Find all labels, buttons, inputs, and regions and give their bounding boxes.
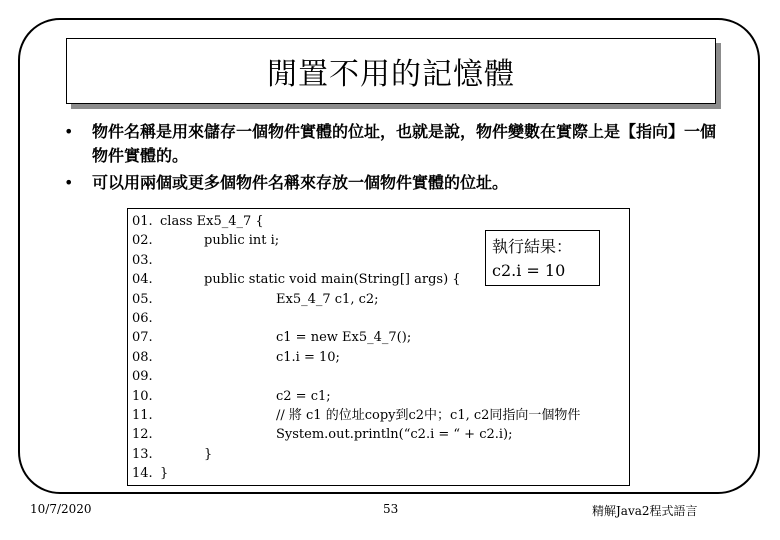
- line-number: 06.: [132, 310, 153, 326]
- code-text: c1.i = 10;: [276, 349, 340, 365]
- code-text: // 將 c1 的位址copy到c2中；c1, c2同指向一個物件: [276, 407, 581, 423]
- line-number: 05.: [132, 291, 153, 307]
- bullet-marker: •: [64, 173, 74, 192]
- code-text: System.out.println(“c2.i = “ + c2.i);: [276, 427, 513, 443]
- line-number: 02.: [132, 233, 153, 249]
- line-number: 03.: [132, 252, 153, 268]
- bullet-item: [64, 171, 724, 195]
- bullet-text: 可以用兩個或更多個物件名稱來存放一個物件實體的位址。: [92, 173, 509, 192]
- code-text: c1 = new Ex5_4_7();: [276, 330, 412, 346]
- bullet-marker: •: [64, 122, 74, 141]
- result-value: c2.i = 10: [492, 261, 566, 280]
- code-text: }: [204, 446, 213, 462]
- line-number: 08.: [132, 349, 153, 365]
- code-text: class Ex5_4_7 {: [160, 214, 264, 229]
- slide-title: 閒置不用的記憶體: [267, 57, 515, 92]
- bullet-item: [64, 120, 724, 168]
- line-number: 11.: [132, 407, 153, 423]
- line-number: 04.: [132, 272, 153, 288]
- line-number: 13.: [132, 446, 153, 462]
- line-number: 07.: [132, 330, 153, 346]
- code-text: }: [160, 466, 169, 482]
- footer-course-title: 精解Java2程式語言: [592, 504, 698, 518]
- bullet-list: [64, 120, 724, 198]
- code-text: c2 = c1;: [276, 388, 331, 404]
- line-number: 14.: [132, 466, 153, 482]
- line-number: 09.: [132, 369, 153, 385]
- footer-date: 10/7/2020: [30, 502, 92, 516]
- code-text: public int i;: [204, 233, 280, 249]
- bullet-text: 物件名稱是用來儲存一個物件實體的位址，也就是說，物件變數在實際上是【指向】一個物件實體的。: [92, 122, 717, 165]
- line-number: 01.: [132, 214, 153, 229]
- footer-page-number: 53: [383, 502, 399, 516]
- line-number: 10.: [132, 388, 153, 404]
- title-box: [66, 38, 716, 104]
- result-box: [485, 230, 600, 286]
- result-label: 執行結果：: [492, 237, 573, 256]
- line-number: 12.: [132, 427, 153, 443]
- code-text: Ex5_4_7 c1, c2;: [276, 291, 379, 307]
- code-text: public static void main(String[] args) {: [204, 272, 461, 288]
